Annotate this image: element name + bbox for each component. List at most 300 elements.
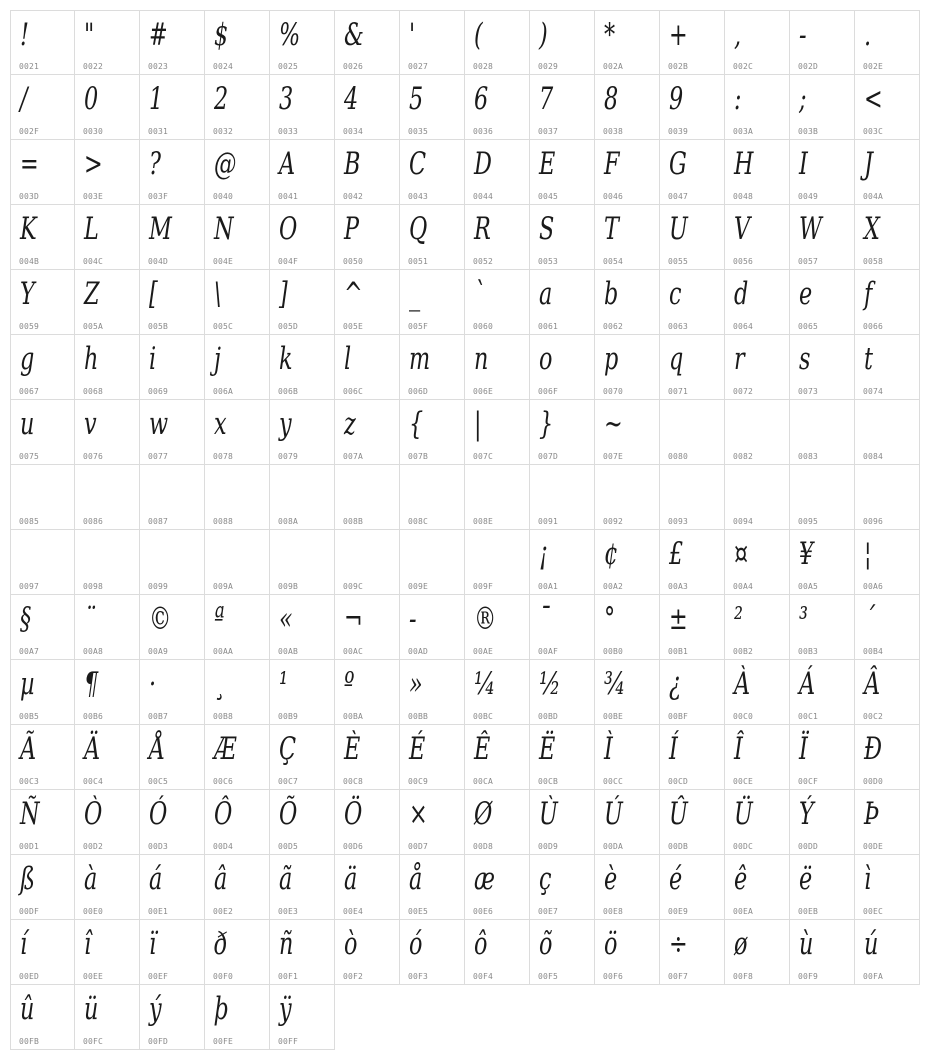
glyph-code: 009F <box>473 582 494 591</box>
glyph-cell <box>400 725 465 790</box>
glyph-cell <box>855 400 920 465</box>
glyph-cell <box>465 855 530 920</box>
glyph-grid <box>10 10 920 1050</box>
glyph-code: 00F4 <box>473 972 494 981</box>
glyph-char: N <box>214 211 234 247</box>
glyph-char: å <box>409 861 423 897</box>
glyph-code: 00DC <box>733 842 754 851</box>
glyph-code: 0080 <box>668 452 689 461</box>
glyph-cell <box>205 400 270 465</box>
glyph-code: 0030 <box>83 127 104 136</box>
glyph-char: O <box>279 211 298 247</box>
glyph-cell <box>790 400 855 465</box>
glyph-code: 00BC <box>473 712 494 721</box>
glyph-cell <box>725 530 790 595</box>
glyph-cell <box>335 10 400 75</box>
glyph-char: m <box>409 341 431 377</box>
glyph-code: 0076 <box>83 452 104 461</box>
glyph-char: Õ <box>279 796 298 832</box>
glyph-cell <box>725 855 790 920</box>
glyph-char: ½ <box>539 666 561 702</box>
glyph-char: ð <box>214 926 228 962</box>
glyph-cell <box>530 140 595 205</box>
glyph-code: 005E <box>343 322 364 331</box>
glyph-char: Ñ <box>20 796 40 832</box>
glyph-code: 00CB <box>538 777 559 786</box>
glyph-code: 00F7 <box>668 972 689 981</box>
glyph-cell <box>855 790 920 855</box>
glyph-cell <box>660 205 725 270</box>
glyph-char: - <box>799 17 807 53</box>
glyph-char: V <box>734 211 751 247</box>
glyph-char: ú <box>864 926 879 962</box>
glyph-char: É <box>409 731 426 767</box>
glyph-cell <box>205 530 270 595</box>
glyph-code: 00BD <box>538 712 559 721</box>
glyph-cell <box>270 400 335 465</box>
glyph-char: 4 <box>344 81 359 117</box>
glyph-code: 0079 <box>278 452 299 461</box>
glyph-char: ý <box>149 991 162 1027</box>
glyph-char: ë <box>799 861 813 897</box>
glyph-code: 00C0 <box>733 712 754 721</box>
glyph-code: 00F0 <box>213 972 234 981</box>
glyph-char: ÷ <box>669 926 688 962</box>
glyph-cell <box>335 75 400 140</box>
glyph-code: 0094 <box>733 517 754 526</box>
glyph-code: 00FF <box>278 1037 299 1046</box>
glyph-char: R <box>474 211 491 247</box>
glyph-code: 002B <box>668 62 689 71</box>
glyph-cell <box>465 725 530 790</box>
glyph-cell <box>790 140 855 205</box>
glyph-code: 007C <box>473 452 494 461</box>
glyph-cell <box>855 335 920 400</box>
glyph-char: . <box>864 17 872 53</box>
glyph-char: B <box>344 146 361 182</box>
glyph-cell <box>465 660 530 725</box>
glyph-code: 0042 <box>343 192 364 201</box>
glyph-code: 00E1 <box>148 907 169 916</box>
glyph-cell <box>10 595 75 660</box>
glyph-char: â <box>214 861 228 897</box>
glyph-cell <box>205 335 270 400</box>
glyph-char: { <box>409 406 424 442</box>
glyph-cell <box>530 205 595 270</box>
glyph-char: < <box>864 81 883 117</box>
glyph-char: 7 <box>539 81 554 117</box>
glyph-char: º <box>344 666 355 702</box>
glyph-char: À <box>734 666 751 702</box>
glyph-cell <box>855 530 920 595</box>
glyph-code: 0059 <box>19 322 40 331</box>
glyph-cell <box>75 595 140 660</box>
glyph-code: 00C5 <box>148 777 169 786</box>
glyph-code: 0048 <box>733 192 754 201</box>
glyph-char: Ï <box>799 731 808 767</box>
glyph-char: _ <box>409 276 421 312</box>
glyph-cell <box>660 140 725 205</box>
glyph-code: 0055 <box>668 257 689 266</box>
glyph-code: 00E2 <box>213 907 234 916</box>
glyph-char: # <box>149 17 168 53</box>
glyph-cell <box>400 465 465 530</box>
glyph-cell <box>660 725 725 790</box>
glyph-code: 0032 <box>213 127 234 136</box>
glyph-cell <box>855 725 920 790</box>
glyph-code: 0040 <box>213 192 234 201</box>
glyph-char: ° <box>604 601 616 637</box>
glyph-cell <box>75 725 140 790</box>
glyph-char: f <box>864 276 873 312</box>
glyph-cell <box>75 790 140 855</box>
glyph-cell <box>530 725 595 790</box>
glyph-char: * <box>604 17 616 53</box>
glyph-cell <box>75 530 140 595</box>
glyph-cell <box>400 400 465 465</box>
glyph-code: 0072 <box>733 387 754 396</box>
glyph-cell <box>595 790 660 855</box>
glyph-char: x <box>214 406 227 442</box>
glyph-cell <box>595 205 660 270</box>
glyph-code: 00FC <box>83 1037 104 1046</box>
glyph-code: 007B <box>408 452 429 461</box>
glyph-code: 00C6 <box>213 777 234 786</box>
glyph-char: : <box>734 81 742 117</box>
glyph-cell <box>10 855 75 920</box>
glyph-cell <box>530 660 595 725</box>
glyph-char: ª <box>214 601 225 637</box>
glyph-cell <box>335 335 400 400</box>
glyph-code: 00DA <box>603 842 624 851</box>
glyph-cell <box>270 725 335 790</box>
glyph-code: 00BF <box>668 712 689 721</box>
glyph-cell <box>75 140 140 205</box>
glyph-code: 009B <box>278 582 299 591</box>
glyph-code: 0085 <box>19 517 40 526</box>
glyph-char: ç <box>539 861 552 897</box>
glyph-cell <box>335 660 400 725</box>
glyph-code: 00C4 <box>83 777 104 786</box>
glyph-char: Ó <box>149 796 168 832</box>
glyph-cell <box>270 10 335 75</box>
glyph-char: v <box>84 406 97 442</box>
glyph-char: Ö <box>344 796 363 832</box>
glyph-char: ¸ <box>214 666 226 702</box>
glyph-char: W <box>799 211 822 247</box>
glyph-code: 00D5 <box>278 842 299 851</box>
glyph-char: Ê <box>474 731 491 767</box>
glyph-code: 005C <box>213 322 234 331</box>
glyph-char: k <box>279 341 293 377</box>
glyph-cell <box>725 335 790 400</box>
glyph-code: 00B5 <box>19 712 40 721</box>
glyph-cell <box>205 595 270 660</box>
glyph-cell <box>400 205 465 270</box>
glyph-cell <box>530 530 595 595</box>
glyph-char: Ë <box>539 731 556 767</box>
glyph-code: 00AB <box>278 647 299 656</box>
glyph-code: 0091 <box>538 517 559 526</box>
glyph-cell <box>530 75 595 140</box>
glyph-char: ³ <box>799 601 808 637</box>
glyph-code: 0063 <box>668 322 689 331</box>
glyph-char: Â <box>864 666 881 702</box>
glyph-char: + <box>669 17 688 53</box>
glyph-cell <box>10 10 75 75</box>
glyph-code: 00B7 <box>148 712 169 721</box>
glyph-char: F <box>604 146 620 182</box>
glyph-char: ¤ <box>734 536 749 572</box>
glyph-char: è <box>604 861 618 897</box>
glyph-cell <box>140 725 205 790</box>
glyph-char: Ô <box>214 796 233 832</box>
glyph-char: È <box>344 731 361 767</box>
glyph-char: Ú <box>604 796 623 832</box>
glyph-code: 00CE <box>733 777 754 786</box>
glyph-cell <box>75 660 140 725</box>
glyph-code: 00FE <box>213 1037 234 1046</box>
glyph-code: 002D <box>798 62 819 71</box>
glyph-char: ¥ <box>799 536 814 572</box>
glyph-char: Ø <box>474 796 493 832</box>
glyph-char: ) <box>539 17 548 53</box>
glyph-cell <box>400 75 465 140</box>
glyph-char: í <box>20 926 28 962</box>
glyph-cell <box>595 465 660 530</box>
glyph-code: 00E7 <box>538 907 559 916</box>
glyph-code: 00A7 <box>19 647 40 656</box>
glyph-cell <box>855 595 920 660</box>
glyph-cell <box>205 465 270 530</box>
glyph-char: û <box>20 991 35 1027</box>
glyph-char: ñ <box>279 926 294 962</box>
glyph-char: ¡ <box>539 536 548 572</box>
glyph-cell <box>10 985 75 1050</box>
glyph-code: 0084 <box>863 452 884 461</box>
glyph-cell <box>595 530 660 595</box>
glyph-char: } <box>539 406 554 442</box>
glyph-cell <box>140 335 205 400</box>
glyph-code: 0065 <box>798 322 819 331</box>
glyph-char: ä <box>344 861 358 897</box>
glyph-char: ( <box>474 17 483 53</box>
glyph-cell <box>660 270 725 335</box>
glyph-code: 009A <box>213 582 234 591</box>
glyph-code: 00A8 <box>83 647 104 656</box>
glyph-cell <box>660 400 725 465</box>
glyph-char: ! <box>20 17 29 53</box>
glyph-char: Ù <box>539 796 558 832</box>
glyph-cell <box>725 465 790 530</box>
glyph-cell <box>855 660 920 725</box>
glyph-code: 00C8 <box>343 777 364 786</box>
glyph-code: 00FA <box>863 972 884 981</box>
glyph-cell <box>790 790 855 855</box>
glyph-cell <box>205 790 270 855</box>
glyph-cell <box>140 855 205 920</box>
glyph-cell <box>855 855 920 920</box>
glyph-char: S <box>539 211 555 247</box>
glyph-code: 00DB <box>668 842 689 851</box>
glyph-code: 0027 <box>408 62 429 71</box>
glyph-code: 00B2 <box>733 647 754 656</box>
glyph-cell <box>140 660 205 725</box>
glyph-char: K <box>20 211 37 247</box>
glyph-code: 00B6 <box>83 712 104 721</box>
glyph-code: 0062 <box>603 322 624 331</box>
glyph-cell <box>790 530 855 595</box>
glyph-cell <box>140 920 205 985</box>
glyph-char: µ <box>20 666 35 702</box>
glyph-cell <box>400 270 465 335</box>
glyph-cell <box>595 595 660 660</box>
glyph-cell <box>465 465 530 530</box>
glyph-char: > <box>84 146 103 182</box>
glyph-char: Ü <box>734 796 753 832</box>
glyph-char: \ <box>214 276 222 312</box>
glyph-cell <box>530 855 595 920</box>
glyph-code: 00B0 <box>603 647 624 656</box>
glyph-cell <box>790 660 855 725</box>
glyph-code: 00F6 <box>603 972 624 981</box>
glyph-code: 006F <box>538 387 559 396</box>
glyph-cell <box>855 270 920 335</box>
glyph-code: 0056 <box>733 257 754 266</box>
glyph-code: 0031 <box>148 127 169 136</box>
glyph-cell <box>660 660 725 725</box>
glyph-char: ö <box>604 926 618 962</box>
glyph-char: ê <box>734 861 748 897</box>
glyph-code: 00E5 <box>408 907 429 916</box>
glyph-code: 0041 <box>278 192 299 201</box>
glyph-char: Ì <box>604 731 613 767</box>
glyph-cell <box>725 790 790 855</box>
glyph-code: 00D3 <box>148 842 169 851</box>
glyph-cell <box>725 140 790 205</box>
glyph-code: 009C <box>343 582 364 591</box>
glyph-code: 008A <box>278 517 299 526</box>
glyph-code: 0037 <box>538 127 559 136</box>
glyph-char: î <box>84 926 92 962</box>
glyph-cell <box>205 140 270 205</box>
glyph-cell <box>270 465 335 530</box>
glyph-cell <box>205 920 270 985</box>
glyph-cell <box>595 725 660 790</box>
glyph-code: 00C2 <box>863 712 884 721</box>
glyph-code: 00A4 <box>733 582 754 591</box>
glyph-code: 005F <box>408 322 429 331</box>
glyph-cell <box>725 725 790 790</box>
glyph-char: ´ <box>864 601 876 637</box>
glyph-code: 00DE <box>863 842 884 851</box>
glyph-cell <box>270 270 335 335</box>
glyph-cell <box>400 140 465 205</box>
glyph-code: 007A <box>343 452 364 461</box>
glyph-cell <box>75 465 140 530</box>
glyph-cell <box>400 530 465 595</box>
glyph-cell <box>660 595 725 660</box>
glyph-cell <box>10 465 75 530</box>
glyph-code: 009E <box>408 582 429 591</box>
glyph-code: 00FB <box>19 1037 40 1046</box>
glyph-cell <box>75 335 140 400</box>
glyph-char: · <box>149 666 157 702</box>
glyph-cell <box>335 725 400 790</box>
glyph-code: 0057 <box>798 257 819 266</box>
glyph-code: 0088 <box>213 517 234 526</box>
glyph-char: ü <box>84 991 99 1027</box>
glyph-char: ± <box>669 601 688 637</box>
glyph-cell <box>140 985 205 1050</box>
glyph-cell <box>855 75 920 140</box>
glyph-code: 00D9 <box>538 842 559 851</box>
glyph-code: 0099 <box>148 582 169 591</box>
glyph-cell <box>790 75 855 140</box>
glyph-cell <box>465 595 530 660</box>
glyph-char: L <box>84 211 99 247</box>
glyph-code: 0087 <box>148 517 169 526</box>
glyph-cell <box>75 920 140 985</box>
glyph-code: 00D1 <box>19 842 40 851</box>
glyph-code: 006A <box>213 387 234 396</box>
glyph-char: 0 <box>84 81 99 117</box>
glyph-char: ÿ <box>279 991 292 1027</box>
glyph-code: 00FD <box>148 1037 169 1046</box>
glyph-cell <box>75 10 140 75</box>
glyph-cell <box>75 205 140 270</box>
glyph-cell <box>530 790 595 855</box>
glyph-char: £ <box>669 536 684 572</box>
glyph-cell <box>335 140 400 205</box>
glyph-cell <box>270 660 335 725</box>
glyph-code: 00D4 <box>213 842 234 851</box>
glyph-code: 00B8 <box>213 712 234 721</box>
glyph-char: ò <box>344 926 358 962</box>
glyph-char: h <box>84 341 99 377</box>
glyph-char: o <box>539 341 553 377</box>
glyph-code: 005D <box>278 322 299 331</box>
glyph-cell <box>10 400 75 465</box>
glyph-code: 00B1 <box>668 647 689 656</box>
glyph-code: 00F2 <box>343 972 364 981</box>
glyph-char: g <box>20 341 35 377</box>
glyph-char: D <box>474 146 492 182</box>
glyph-code: 003A <box>733 127 754 136</box>
glyph-cell <box>595 660 660 725</box>
glyph-char: r <box>734 341 745 377</box>
glyph-cell <box>140 530 205 595</box>
glyph-cell <box>270 855 335 920</box>
glyph-cell <box>10 660 75 725</box>
glyph-char: j <box>214 341 221 377</box>
glyph-cell <box>335 270 400 335</box>
glyph-char: ¼ <box>474 666 496 702</box>
glyph-code: 00C9 <box>408 777 429 786</box>
glyph-cell <box>725 75 790 140</box>
glyph-code: 0049 <box>798 192 819 201</box>
glyph-code: 00EB <box>798 907 819 916</box>
glyph-code: 0060 <box>473 322 494 331</box>
glyph-code: 003C <box>863 127 884 136</box>
glyph-code: 0026 <box>343 62 364 71</box>
glyph-cell <box>465 400 530 465</box>
glyph-code: 00AA <box>213 647 234 656</box>
glyph-code: 00E0 <box>83 907 104 916</box>
glyph-char: E <box>539 146 556 182</box>
glyph-cell <box>595 140 660 205</box>
glyph-char: 9 <box>669 81 684 117</box>
